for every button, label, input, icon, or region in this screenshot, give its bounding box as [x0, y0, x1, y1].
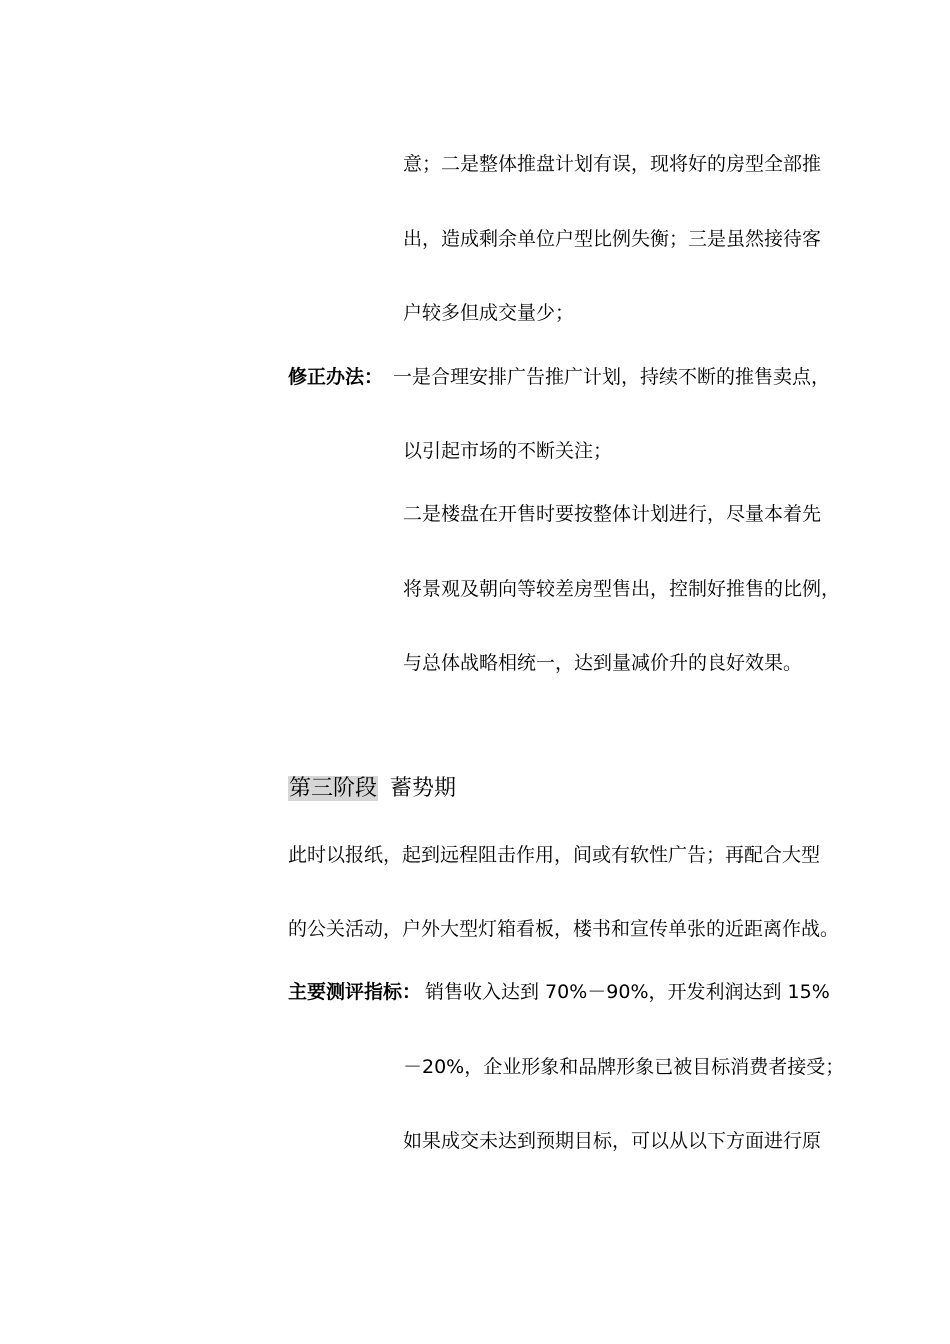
- paragraph-line: 将景观及朝向等较差房型售出，控制好推售的比例，: [403, 578, 841, 600]
- paragraph-line: 二是楼盘在开售时要按整体计划进行，尽量本着先: [403, 503, 822, 525]
- stage-name: 蓄势期: [390, 776, 457, 801]
- paragraph-line: 意；二是整体推盘计划有误，现将好的房型全部推: [403, 153, 822, 175]
- paragraph-line: 出，造成剩余单位户型比例失衡；三是虽然接待客: [403, 228, 822, 250]
- paragraph-line: －20%，企业形象和品牌形象已被目标消费者接受；: [403, 1056, 845, 1078]
- fix-method-label: 修正办法：: [288, 366, 384, 388]
- paragraph-line: 以引起市场的不断关注；: [403, 440, 613, 462]
- paragraph-line: 此时以报纸，起到远程阻击作用，间或有软性广告；再配合大型: [288, 844, 821, 866]
- paragraph-line: 的公关活动，户外大型灯箱看板，楼书和宣传单张的近距离作战。: [288, 918, 840, 940]
- metric-label: 主要测评指标：: [288, 981, 422, 1003]
- metric-text: 销售收入达到 70%－90%，开发利润达到 15%: [425, 981, 830, 1003]
- paragraph-line: 如果成交未达到预期目标，可以从以下方面进行原: [403, 1130, 822, 1152]
- section-heading: [288, 773, 456, 805]
- fix-method-text: 一是合理安排广告推广计划，持续不断的推售卖点，: [393, 366, 831, 388]
- metric-row: [288, 979, 830, 1005]
- stage-label: 第三阶段: [289, 776, 378, 801]
- paragraph-line: 户较多但成交量少；: [403, 302, 575, 324]
- fix-method-row: [288, 364, 830, 390]
- paragraph-line: 与总体战略相统一，达到量减价升的良好效果。: [403, 652, 803, 674]
